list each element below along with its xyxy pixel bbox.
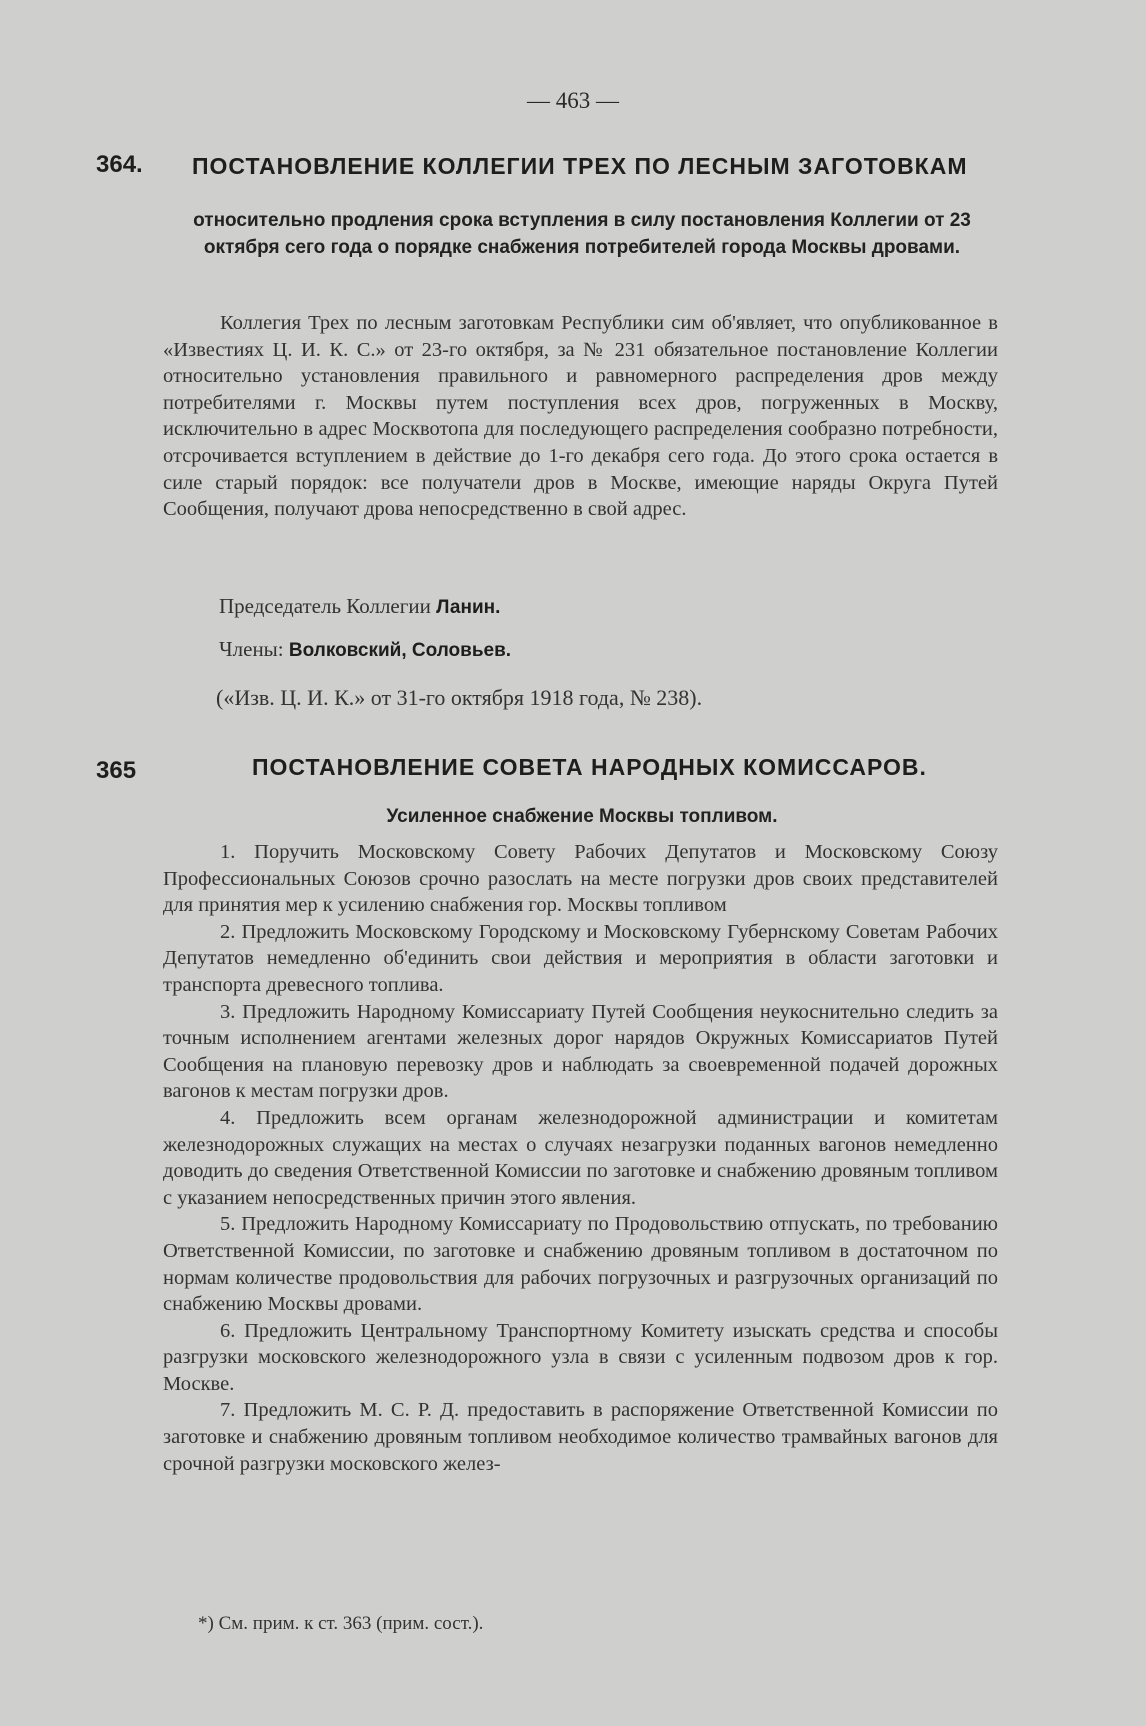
section-title-365: ПОСТАНОВЛЕНИЕ СОВЕТА НАРОДНЫХ КОМИССАРОВ. — [252, 754, 927, 780]
section-number-365: 365 — [96, 757, 137, 784]
list-item: 5. Предложить Народному Комиссариату по Продовольствию отпускать, по требованию Ответственной Комиссии, по заготовке и снабжению дровяным топливом в достаточном по нормам количестве продовольствия для рабочих погрузочных и разгрузочных организаций по снабжению Москвы дровами. — [163, 1213, 998, 1316]
section-subtitle-365: Усиленное снабжение Москвы топливом. — [386, 806, 778, 827]
section-subtitle-364: относительно продления срока вступления в силу постановления Коллегии от 23 октября сего года о порядке снабжения потребителей города Москвы дровами. — [193, 210, 971, 258]
chairman-label: Председатель Коллегии — [219, 594, 431, 618]
section-title-364: ПОСТАНОВЛЕНИЕ КОЛЛЕГИИ ТРЕХ ПО ЛЕСНЫМ ЗАГОТОВКАМ — [192, 153, 968, 179]
page-number: — 463 — — [527, 88, 619, 113]
list-item: 6. Предложить Центральному Транспортному Комитету изыскать средства и способы разгрузки московского железнодорожного узла в связи с усиленным подвозом дров к гор. Москве. — [163, 1319, 998, 1395]
section-body-365 — [163, 839, 998, 1477]
source-citation: («Изв. Ц. И. К.» от 31-го октября 1918 года, № 238). — [216, 685, 703, 710]
list-item: 4. Предложить всем органам железнодорожной администрации и комитетам железнодорожных служащих на местах о случаях незагрузки поданных вагонов немедленно доводить до сведения Ответственной Комиссии по заготовке и снабжению дровяным топливом с указанием непосредственных причин этого явления. — [163, 1106, 998, 1209]
footnote: *) См. прим. к ст. 363 (прим. сост.). — [198, 1613, 484, 1634]
chairman-signature — [219, 594, 500, 619]
section-body-364 — [163, 310, 998, 523]
list-item: 3. Предложить Народному Комиссариату Путей Сообщения неукоснительно следить за точным исполнением агентами железных дорог нарядов Окружных Комиссариатов Путей Сообщения на плановую перевозку дров и наблюдать за своевременной подачей дорожных вагонов к местам погрузки дров. — [163, 1000, 998, 1103]
members-signature — [219, 637, 511, 662]
chairman-name: Ланин. — [436, 597, 501, 618]
list-item: 1. Поручить Московскому Совету Рабочих Депутатов и Московскому Союзу Профессиональных Союзов срочно разослать на месте погрузки дров своих представителей для принятия мер к усилению снабжения гор. Москвы топливом — [163, 841, 998, 917]
list-item: 2. Предложить Московскому Городскому и Московскому Губернскому Советам Рабочих Депутатов немедленно об'единить свои действия и мероприятия в области заготовки и транспорта древесного топлива. — [163, 920, 998, 996]
members-label: Члены: — [219, 637, 284, 661]
paragraph: Коллегия Трех по лесным заготовкам Республики сим об'являет, что опубликованное в «Известиях Ц. И. К. С.» от 23-го октября, за № 231 обязательное постановление Коллегии относительно установления правильного и равномерного распределения дров между потребителями г. Москвы путем поступления всех дров, погруженных в Москву, исключительно в адрес Москвотопа для последующего распределения сообразно потребности, отсрочивается вступлением в действие до 1-го декабря сего года. До этого срока остается в силе старый порядок: все получатели дров в Москве, имеющие наряды Округа Путей Сообщения, получают дрова непосредственно в свой адрес. — [163, 312, 998, 521]
members-names: Волковский, Соловьев. — [288, 640, 512, 661]
section-number-364: 364. — [96, 151, 143, 178]
list-item: 7. Предложить М. С. Р. Д. предоставить в распоряжение Ответственной Комиссии по заготовке и снабжению дровяным топливом необходимое количество трамвайных вагонов для срочной разгрузки московского желез- — [163, 1399, 998, 1475]
